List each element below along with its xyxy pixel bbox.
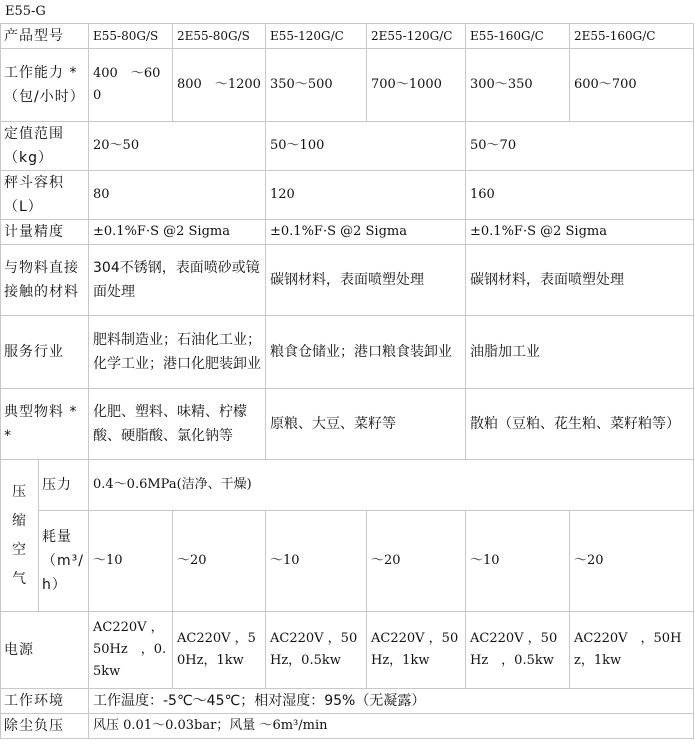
model-cell: E55-80G/S [89, 24, 173, 49]
label-hopper-volume: 秤斗容积（L） [1, 171, 89, 220]
label-range: 定值范围（kg） [1, 122, 89, 171]
typical-cell: 散粕（豆粕、花生粕、菜籽粕等） [466, 389, 694, 460]
typical-cell: 化肥、塑料、味精、柠檬酸、硬脂酸、氯化钠等 [89, 389, 266, 460]
label-industry: 服务行业 [1, 316, 89, 389]
consumption-cell: ～20 [367, 511, 466, 612]
typical-cell: 原粮、大豆、菜籽等 [266, 389, 466, 460]
air-char: 压 [12, 483, 27, 500]
label-consumption: 耗量（m³/h） [39, 511, 89, 612]
range-cell: 50～100 [266, 122, 466, 171]
row-consumption [1, 511, 694, 612]
row-environment [1, 689, 694, 714]
row-industry [1, 316, 694, 389]
consumption-cell: ～20 [173, 511, 266, 612]
model-cell: E55-160G/C [466, 24, 570, 49]
label-power: 电源 [1, 612, 89, 689]
volume-cell: 80 [89, 171, 266, 220]
power-cell: AC220V ，50Hz，1kw [570, 612, 694, 689]
capacity-cell: 400 ～600 [89, 49, 173, 122]
row-dust [1, 714, 694, 739]
label-capacity: 工作能力 * （包/小时） [1, 49, 89, 122]
environment-cell: 工作温度：-5℃～45℃；相对湿度：95%（无凝露） [89, 689, 694, 714]
consumption-cell: ～10 [266, 511, 367, 612]
power-cell: AC220V ，50Hz，0.5kw [266, 612, 367, 689]
power-cell: AC220V ，50Hz，1kw [173, 612, 266, 689]
industry-cell: 粮食仓储业；港口粮食装卸业 [266, 316, 466, 389]
capacity-cell: 350～500 [266, 49, 367, 122]
label-environment: 工作环境 [1, 689, 89, 714]
row-contact-material [1, 245, 694, 316]
accuracy-cell: ±0.1%F·S @2 Sigma [266, 220, 466, 245]
row-hopper-volume [1, 171, 694, 220]
row-accuracy [1, 220, 694, 245]
material-cell: 碳钢材料，表面喷塑处理 [466, 245, 694, 316]
accuracy-cell: ±0.1%F·S @2 Sigma [89, 220, 266, 245]
consumption-cell: ～20 [570, 511, 694, 612]
industry-cell: 油脂加工业 [466, 316, 694, 389]
material-cell: 304不锈钢，表面喷砂或镜面处理 [89, 245, 266, 316]
air-char: 缩 [12, 512, 27, 529]
model-cell: 2E55-80G/S [173, 24, 266, 49]
power-cell: AC220V ，50Hz ，0.5kw [466, 612, 570, 689]
label-pressure: 压力 [39, 460, 89, 511]
pressure-cell: 0.4～0.6MPa(洁净、干燥) [89, 460, 694, 511]
row-typical-material [1, 389, 694, 460]
label-model: 产品型号 [1, 24, 89, 49]
capacity-cell: 800 ～1200 [173, 49, 266, 122]
power-cell: AC220V ，50Hz ，0.5kw [89, 612, 173, 689]
air-char: 气 [12, 570, 27, 587]
capacity-cell: 300～350 [466, 49, 570, 122]
volume-cell: 120 [266, 171, 466, 220]
capacity-cell: 700～1000 [367, 49, 466, 122]
volume-cell: 160 [466, 171, 694, 220]
range-cell: 50～70 [466, 122, 694, 171]
consumption-cell: ～10 [89, 511, 173, 612]
dust-cell: 风压 0.01～0.03bar；风量 ～6m³/min [89, 714, 694, 739]
model-cell: E55-120G/C [266, 24, 367, 49]
table-title: E55-G [1, 1, 694, 24]
row-model [1, 24, 694, 49]
row-capacity [1, 49, 694, 122]
label-accuracy: 计量精度 [1, 220, 89, 245]
power-cell: AC220V ，50Hz，1kw [367, 612, 466, 689]
title-row [1, 1, 694, 24]
model-cell: 2E55-160G/C [570, 24, 694, 49]
range-cell: 20～50 [89, 122, 266, 171]
material-cell: 碳钢材料，表面喷塑处理 [266, 245, 466, 316]
industry-cell: 肥料制造业；石油化工业；化学工业；港口化肥装卸业 [89, 316, 266, 389]
row-range [1, 122, 694, 171]
label-contact-material: 与物料直接接触的材料 [1, 245, 89, 316]
label-typical-material: 典型物料 ** [1, 389, 89, 460]
model-cell: 2E55-120G/C [367, 24, 466, 49]
label-dust: 除尘负压 [1, 714, 89, 739]
accuracy-cell: ±0.1%F·S @2 Sigma [466, 220, 694, 245]
row-pressure [1, 460, 694, 511]
consumption-cell: ～10 [466, 511, 570, 612]
air-char: 空 [12, 541, 27, 558]
capacity-cell: 600～700 [570, 49, 694, 122]
label-compressed-air [1, 460, 39, 612]
row-power [1, 612, 694, 689]
